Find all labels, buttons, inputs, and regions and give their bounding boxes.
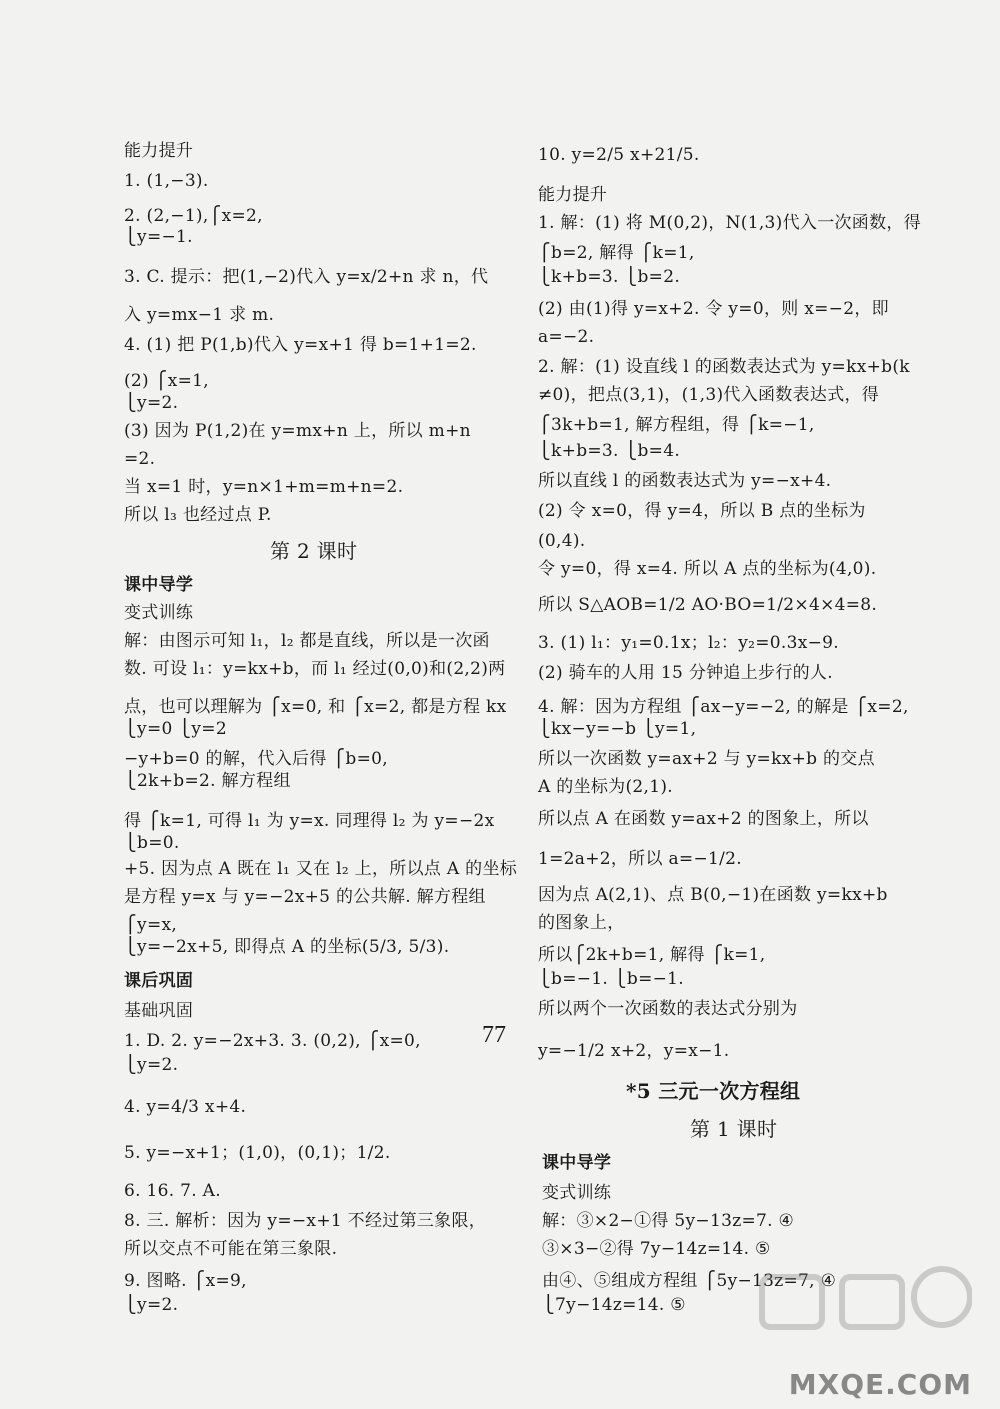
left-line: 4. y=4/3 x+4. — [124, 1097, 247, 1117]
left-line: 当 x=1 时，y=n×1+m=m+n=2. — [124, 477, 404, 497]
left-line: ⎩b=0. — [124, 833, 180, 853]
left-line: 8. 三. 解析：因为 y=−x+1 不经过第三象限， — [124, 1211, 487, 1231]
right-line: ③×3−②得 7y−14z=14. ⑤ — [542, 1239, 771, 1259]
left-line: 1. (1,−3). — [124, 171, 209, 191]
right-line: (0,4). — [538, 531, 586, 551]
right-line: 能力提升 — [538, 185, 608, 205]
left-line: 点，也可以理解为 ⎧x=0, 和 ⎧x=2, 都是方程 kx — [124, 697, 507, 717]
left-line: 所以交点不可能在第三象限. — [124, 1239, 338, 1259]
right-line: 因为点 A(2,1)、点 B(0,−1)在函数 y=kx+b — [538, 885, 888, 905]
left-line: 得 ⎧k=1, 可得 l₁ 为 y=x. 同理得 l₂ 为 y=−2x — [124, 811, 495, 831]
left-line: (3) 因为 P(1,2)在 y=mx+n 上，所以 m+n — [124, 421, 471, 441]
right-line: ⎧b=2, 解得 ⎧k=1, — [538, 243, 695, 263]
right-line: 所以直线 l 的函数表达式为 y=−x+4. — [538, 471, 832, 491]
right-line: 所以 S△AOB=1/2 AO·BO=1/2×4×4=8. — [538, 595, 878, 615]
left-line: 2. (2,−1),⎧x=2, — [124, 206, 263, 226]
left-line: 变式训练 — [124, 603, 194, 623]
left-line: 基础巩固 — [124, 1001, 194, 1021]
right-line: (2) 由(1)得 y=x+2. 令 y=0，则 x=−2，即 — [538, 299, 889, 319]
right-line: (2) 令 x=0，得 y=4，所以 B 点的坐标为 — [538, 501, 866, 521]
left-line: 4. (1) 把 P(1,b)代入 y=x+1 得 b=1+1=2. — [124, 335, 477, 355]
right-line: A 的坐标为(2,1). — [538, 777, 673, 797]
left-line: ⎩y=2. — [124, 393, 179, 413]
right-line: 4. 解：因为方程组 ⎧ax−y=−2, 的解是 ⎧x=2, — [538, 697, 909, 717]
left-line: 入 y=mx−1 求 m. — [124, 305, 275, 325]
left-line: 是方程 y=x 与 y=−2x+5 的公共解. 解方程组 — [124, 887, 486, 907]
left-line: ⎩y=0 ⎩y=2 — [124, 719, 227, 739]
right-line: 第 1 课时 — [690, 1117, 778, 1141]
right-line: ≠0)，把点(3,1)，(1,3)代入函数表达式，得 — [538, 385, 880, 405]
left-line: =2. — [124, 449, 156, 469]
right-line: *5 三元一次方程组 — [626, 1079, 801, 1103]
left-line: 能力提升 — [124, 141, 194, 161]
right-line: ⎩b=−1. ⎩b=−1. — [538, 969, 684, 989]
left-line: 1. D. 2. y=−2x+3. 3. (0,2), ⎧x=0, — [124, 1031, 421, 1051]
left-line: (2) ⎧x=1, — [124, 371, 209, 391]
left-line: 数. 可设 l₁：y=kx+b，而 l₁ 经过(0,0)和(2,2)两 — [124, 659, 506, 679]
left-line: −y+b=0 的解，代入后得 ⎧b=0, — [124, 749, 388, 769]
left-line: 6. 16. 7. A. — [124, 1181, 221, 1201]
watermark-logo — [742, 1259, 972, 1379]
right-line: ⎩k+b=3. ⎩b=4. — [538, 441, 681, 461]
right-line: 所以一次函数 y=ax+2 与 y=kx+b 的交点 — [538, 749, 875, 769]
left-line: 所以 l₃ 也经过点 P. — [124, 505, 272, 525]
right-line: 1. 解：(1) 将 M(0,2)，N(1,3)代入一次函数，得 — [538, 213, 921, 233]
left-line: 课中导学 — [124, 575, 194, 595]
right-line: 由④、⑤组成方程组 ⎧5y−13z=7, ④ — [542, 1271, 837, 1291]
watermark-text: MXQE.COM — [788, 1368, 972, 1401]
left-line: 第 2 课时 — [270, 539, 358, 563]
left-line: 9. 图略. ⎧x=9, — [124, 1271, 247, 1291]
left-line: ⎩y=2. — [124, 1295, 179, 1315]
right-line: 所以点 A 在函数 y=ax+2 的图象上，所以 — [538, 809, 869, 829]
right-line: 令 y=0，得 x=4. 所以 A 点的坐标为(4,0). — [538, 559, 877, 579]
right-line: ⎩kx−y=−b ⎩y=1, — [538, 719, 697, 739]
right-line: 的图象上， — [538, 913, 625, 933]
left-line: ⎩y=−2x+5, 即得点 A 的坐标(5/3, 5/3). — [124, 937, 450, 957]
right-line: ⎩k+b=3. ⎩b=2. — [538, 267, 681, 287]
left-line: 课后巩固 — [124, 971, 194, 991]
left-line: +5. 因为点 A 既在 l₁ 又在 l₂ 上，所以点 A 的坐标 — [124, 859, 518, 879]
right-line: 所以两个一次函数的表达式分别为 — [538, 999, 798, 1019]
left-line: ⎩y=−1. — [124, 227, 193, 247]
left-line: 5. y=−x+1；(1,0)，(0,1)；1/2. — [124, 1143, 391, 1163]
right-line: 3. (1) l₁：y₁=0.1x；l₂：y₂=0.3x−9. — [538, 633, 839, 653]
right-line: 变式训练 — [542, 1183, 612, 1203]
right-line: 课中导学 — [542, 1153, 612, 1173]
right-line: (2) 骑车的人用 15 分钟追上步行的人. — [538, 663, 833, 683]
right-line: 1=2a+2，所以 a=−1/2. — [538, 849, 742, 869]
right-line: ⎩7y−14z=14. ⑤ — [542, 1295, 686, 1315]
left-line: ⎩y=2. — [124, 1055, 179, 1075]
page-number: 77 — [482, 1022, 506, 1048]
right-line: 2. 解：(1) 设直线 l 的函数表达式为 y=kx+b(k — [538, 357, 910, 377]
right-line: ⎧3k+b=1, 解方程组，得 ⎧k=−1, — [538, 415, 815, 435]
left-line: ⎩2k+b=2. 解方程组 — [124, 771, 291, 791]
right-line: 10. y=2/5 x+21/5. — [538, 145, 700, 165]
right-line: y=−1/2 x+2，y=x−1. — [538, 1041, 730, 1061]
right-line: 所以⎧2k+b=1, 解得 ⎧k=1, — [538, 945, 766, 965]
right-line: a=−2. — [538, 327, 595, 347]
left-line: ⎧y=x, — [124, 915, 178, 935]
left-line: 解：由图示可知 l₁，l₂ 都是直线，所以是一次函 — [124, 631, 490, 651]
right-line: 解：③×2−①得 5y−13z=7. ④ — [542, 1211, 795, 1231]
left-line: 3. C. 提示：把(1,−2)代入 y=x/2+n 求 n，代 — [124, 267, 489, 287]
